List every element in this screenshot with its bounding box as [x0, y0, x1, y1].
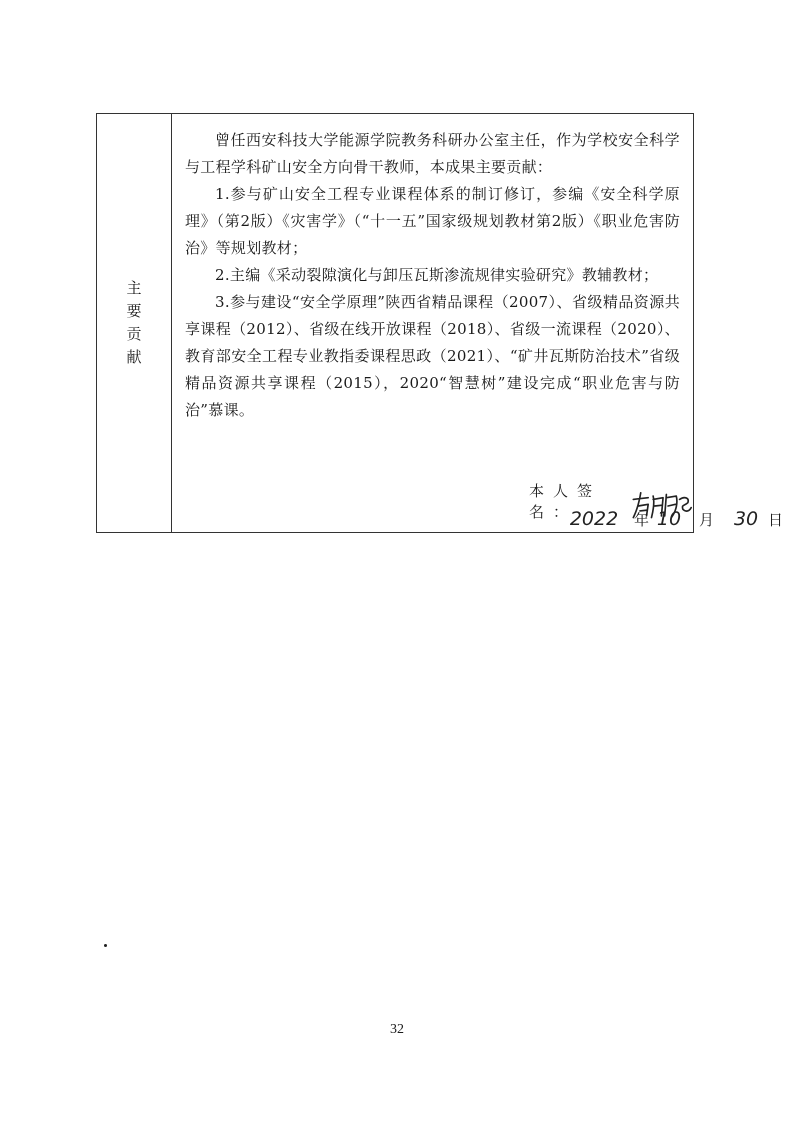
contribution-item-2: 2.主编《采动裂隙演化与卸压瓦斯渗流规律实验研究》教辅教材； [215, 266, 659, 284]
label-cell [97, 114, 172, 532]
date-month: 10 [656, 508, 682, 530]
contribution-item-3: 3.参与建设“安全学原理”陕西省精品课程（2007）、省级精品资源共享课程（2012）、省级在线开放课程（2018）、省级一流课程（2020）、教育部安全工程专业教指委课程思政（2021）、“矿井瓦斯防治技术”省级精品资源共享课程（2015），2020“智慧树”建设完成“职业危害与防治”慕课。 [185, 293, 680, 419]
page-number: 32 [390, 1022, 404, 1037]
label-char: 主 [126, 279, 142, 297]
contribution-item-1: 1.参与矿山安全工程专业课程体系的制订修订，参编《安全科学原理》（第2版）《灾害学》（“十一五”国家级规划教材第2版）《职业危害防治》等规划教材； [185, 185, 680, 257]
label-char: 献 [126, 348, 142, 366]
label-char: 贡 [126, 325, 142, 343]
content-cell [172, 114, 784, 532]
signature-label: 本人签名： [529, 482, 602, 521]
stray-mark [104, 944, 107, 947]
date-day: 30 [733, 508, 759, 530]
contribution-table [96, 113, 784, 533]
date-day-unit: 日 [768, 511, 784, 529]
date-year: 2022 [569, 508, 619, 530]
intro-paragraph: 曾任西安科技大学能源学院教务科研办公室主任，作为学校安全科学与工程学科矿山安全方向骨干教师，本成果主要贡献： [185, 131, 680, 176]
label-char: 要 [126, 302, 142, 320]
date-row [556, 508, 785, 530]
date-month-unit: 月 [699, 511, 715, 529]
date-year-unit: 年 [634, 511, 650, 529]
